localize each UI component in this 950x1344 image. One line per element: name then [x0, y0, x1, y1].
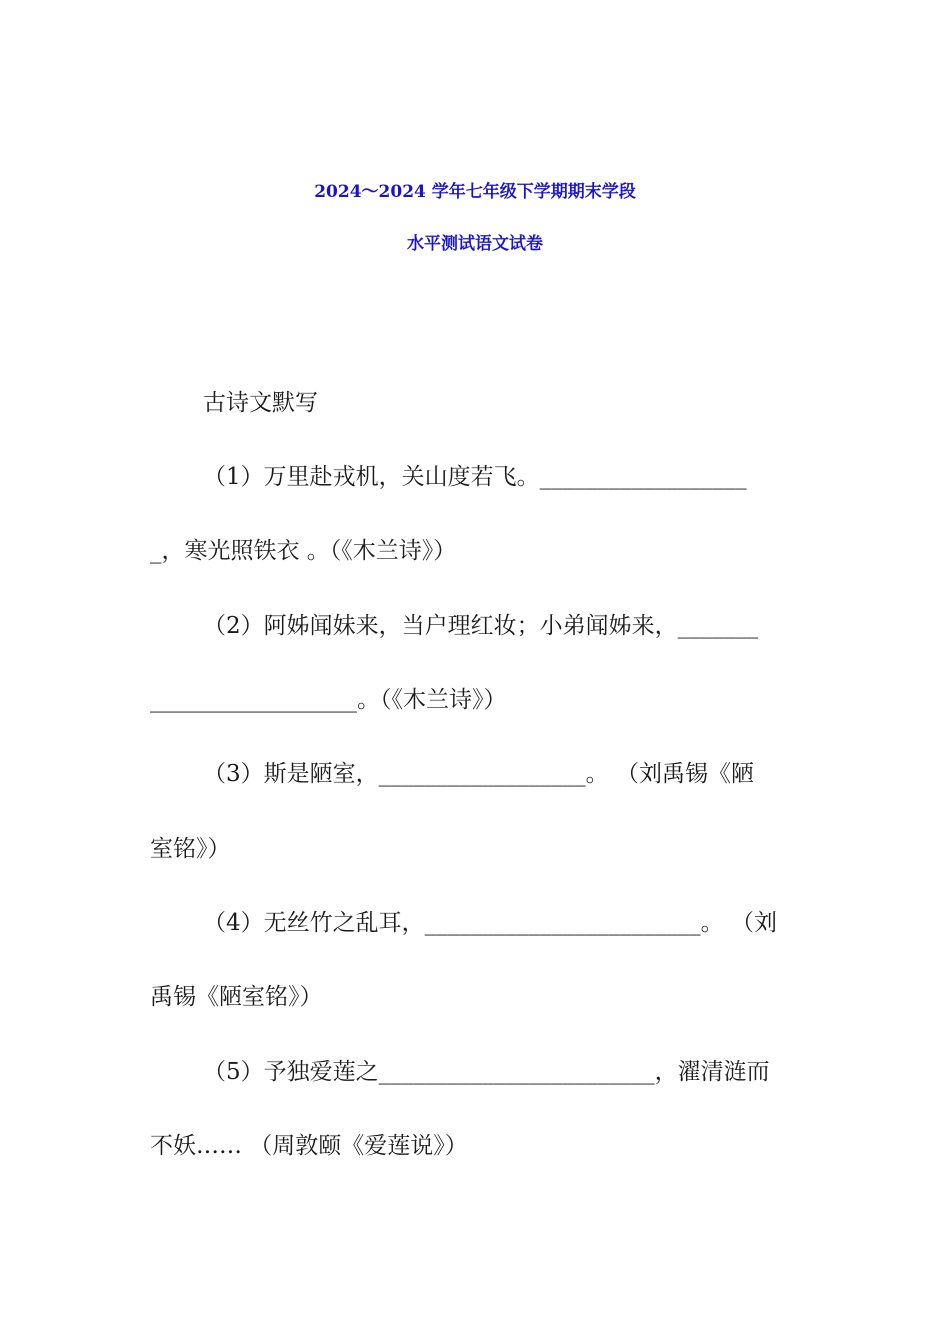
question-2-line-2: __________________。（《木兰诗》） [150, 687, 507, 713]
section-heading: 古诗文默写 [203, 390, 318, 416]
question-1-line-1: （1）万里赴戎机，关山度若飞。__________________ [203, 464, 747, 490]
question-3-line-2: 室铭》） [150, 836, 231, 862]
question-5-line-2: 不妖…… （周敦颐《爱莲说》） [150, 1133, 468, 1159]
question-5-line-1: （5）予独爱莲之________________________，濯清涟而 [203, 1059, 770, 1085]
question-4-line-1: （4）无丝竹之乱耳，________________________。 （刘 [203, 910, 777, 936]
question-2-line-1: （2）阿姊闻妹来，当户理红妆；小弟闻姊来，_______ [203, 613, 759, 639]
question-4-line-2: 禹锡《陋室铭》） [150, 984, 323, 1010]
document-title-line-1: 2024～2024 学年七年级下学期期末学段 [314, 182, 636, 202]
question-3-line-1: （3）斯是陋室，__________________。 （刘禹锡《陋 [203, 761, 754, 787]
document-title-line-2: 水平测试语文试卷 [407, 234, 543, 254]
question-1-line-2: _，寒光照铁衣 。（《木兰诗》） [150, 538, 457, 564]
